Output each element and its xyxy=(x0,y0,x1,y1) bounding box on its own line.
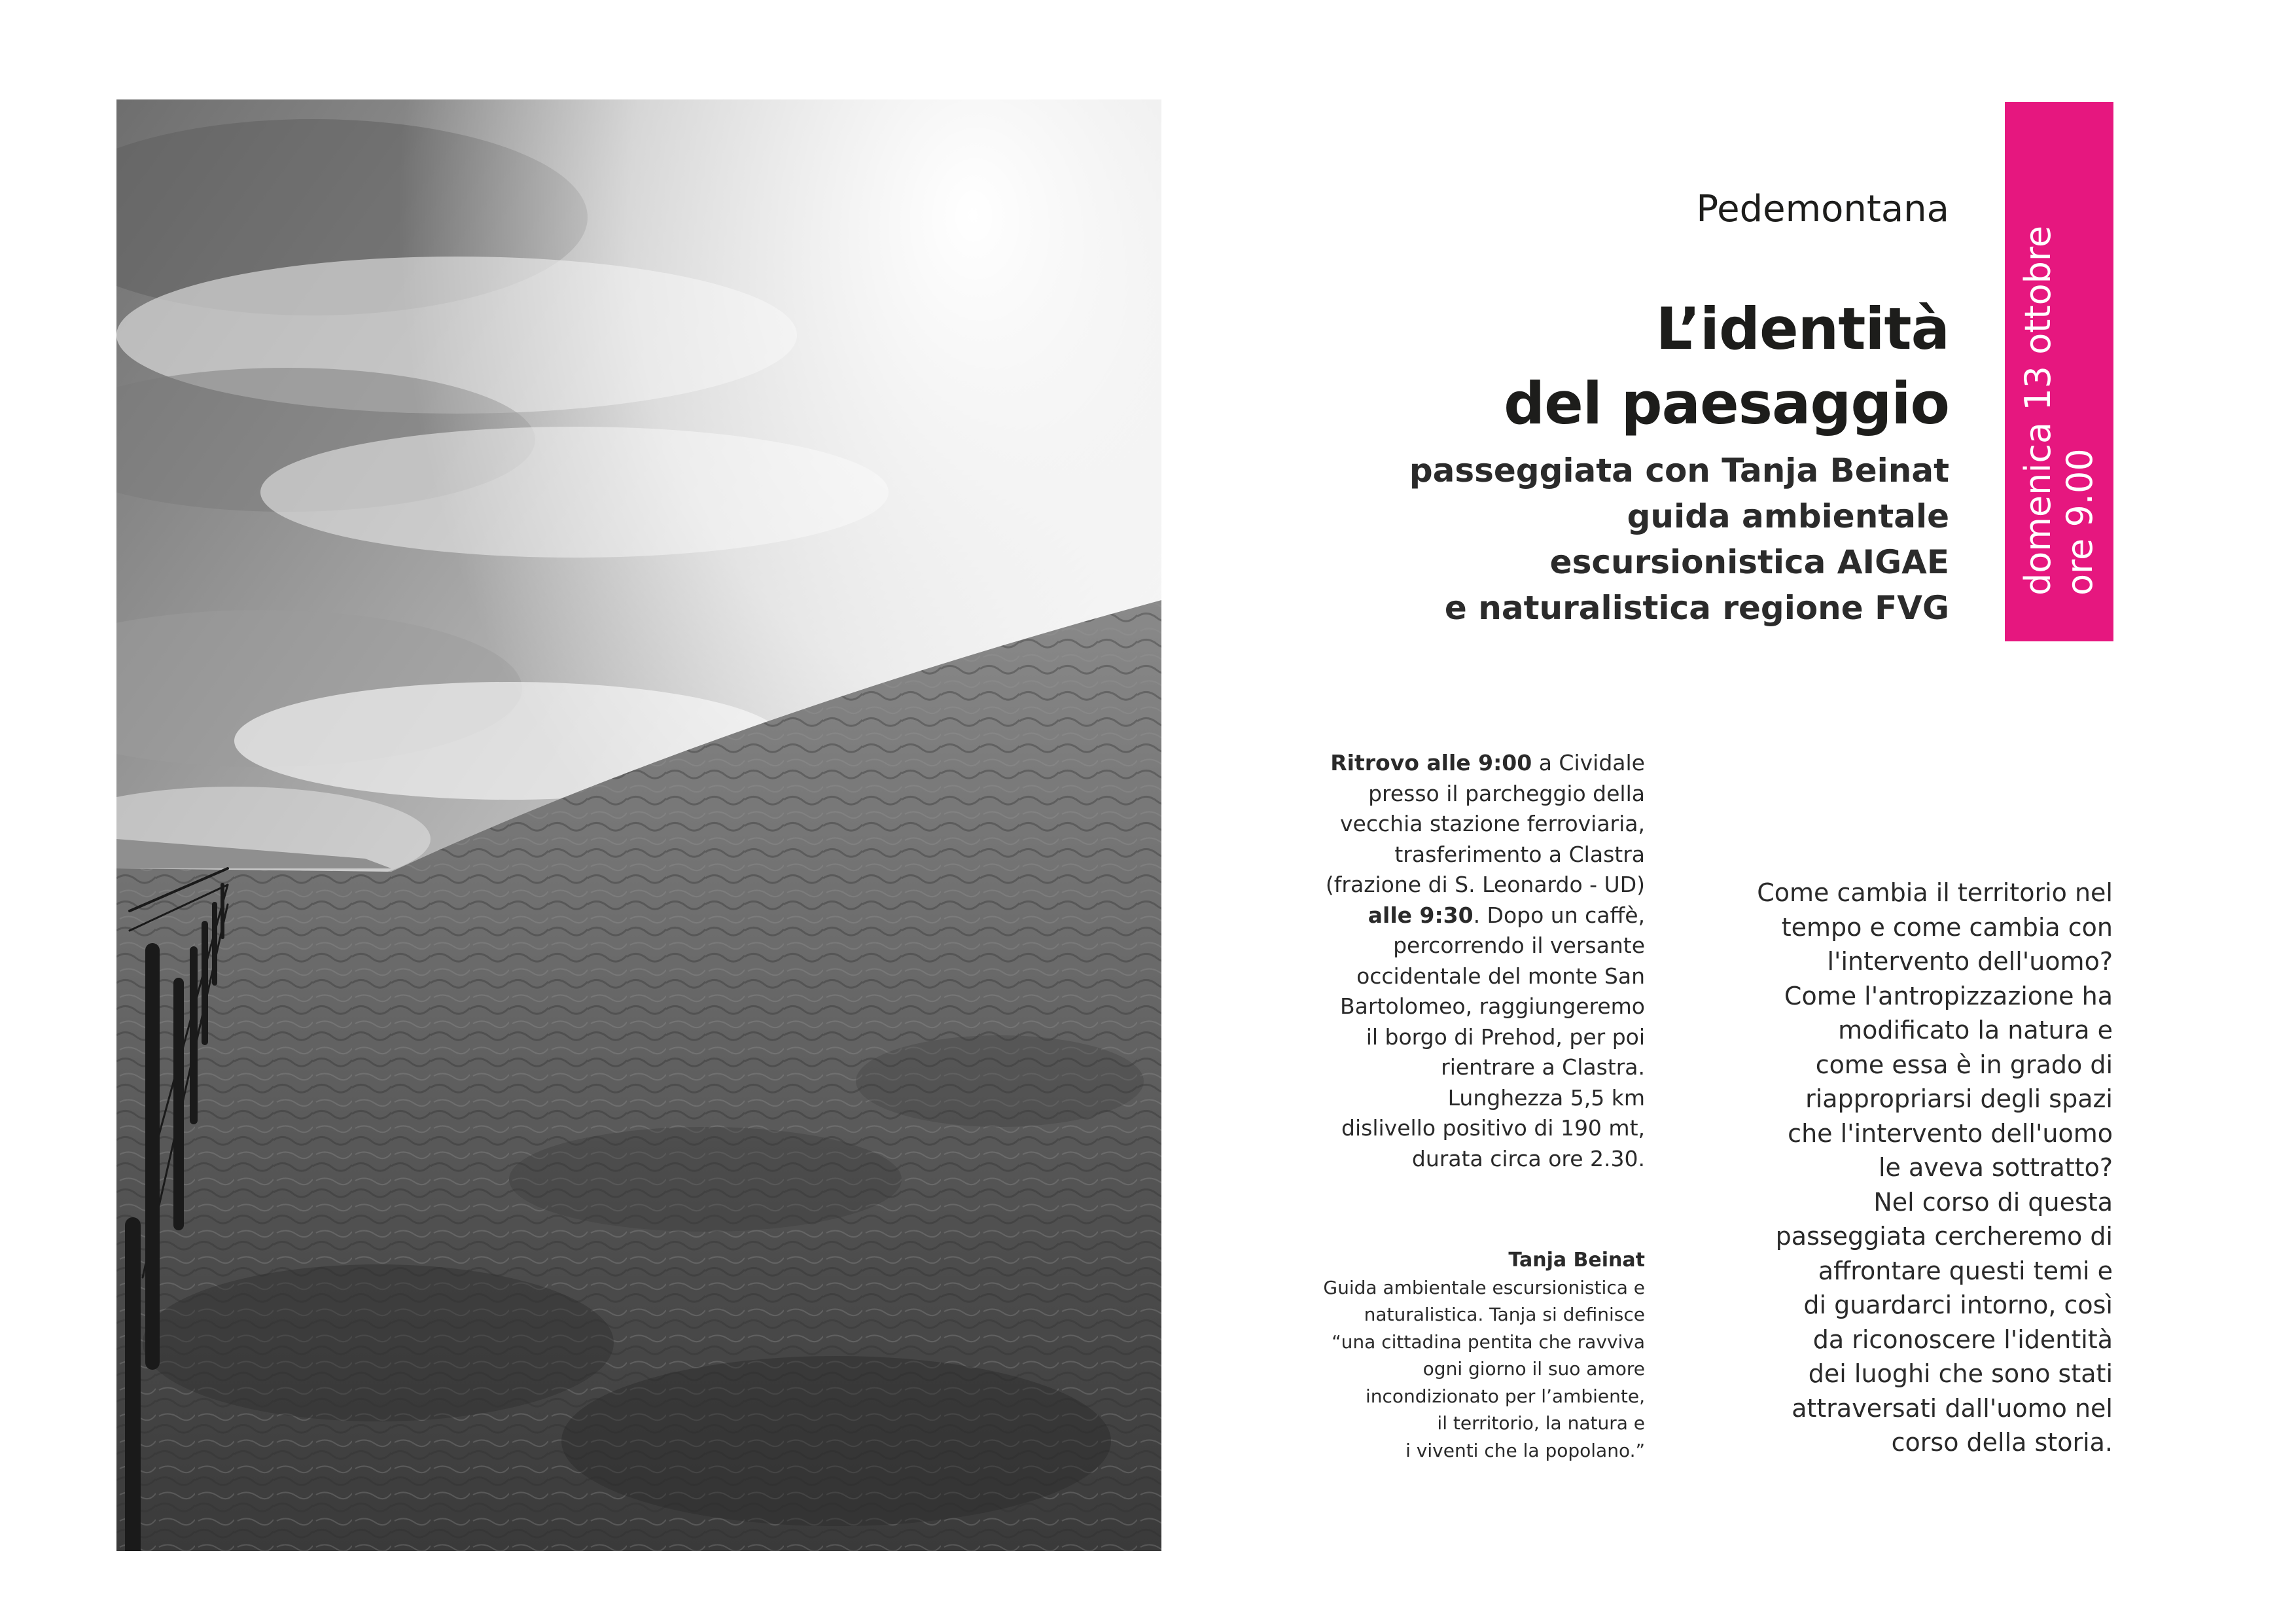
event-day: domenica 13 ottobre xyxy=(2017,225,2058,596)
date-band xyxy=(2005,102,2113,641)
header xyxy=(1164,177,1949,631)
essay-line: che l'intervento dell'uomo xyxy=(1788,1118,2113,1148)
subtitle-line: passeggiata con Tanja Beinat xyxy=(1409,452,1949,490)
bio-line: Guida ambientale escursionistica e xyxy=(1323,1276,1645,1298)
bio-line: incondizionato per l’ambiente, xyxy=(1365,1385,1645,1407)
info-line: percorrendo il versante xyxy=(1393,933,1645,958)
bio-line: “una cittadina pentita che ravviva xyxy=(1332,1330,1645,1353)
info-line: dislivello positivo di 190 mt, xyxy=(1341,1115,1645,1141)
page-title xyxy=(1164,292,1949,441)
essay-line: Come l'antropizzazione ha xyxy=(1784,981,2113,1010)
essay-line: da riconoscere l'identità xyxy=(1812,1325,2113,1354)
essay-line: attraversati dall'uomo nel xyxy=(1792,1393,2113,1423)
essay-line: Come cambia il territorio nel xyxy=(1757,878,2113,907)
bio-line: ogni giorno il suo amore xyxy=(1422,1358,1645,1380)
info-line: durata circa ore 2.30. xyxy=(1411,1145,1645,1171)
info-line: Bartolomeo, raggiungeremo xyxy=(1340,993,1645,1019)
subtitle xyxy=(1164,448,1949,631)
info-line: rientrare a Clastra. xyxy=(1441,1054,1645,1080)
meeting-info xyxy=(1226,748,1645,1174)
info-line: Ritrovo alle 9:00 a Cividale xyxy=(1330,750,1645,776)
essay-line: modificato la natura e xyxy=(1838,1016,2113,1044)
essay-line: corso della storia. xyxy=(1891,1428,2113,1457)
info-line: alle 9:30. Dopo un caffè, xyxy=(1368,902,1645,928)
bio-line: naturalistica. Tanja si definisce xyxy=(1364,1304,1645,1325)
essay-line: tempo e come cambia con xyxy=(1781,912,2113,942)
info-line: occidentale del monte San xyxy=(1356,963,1645,989)
subtitle-line: e naturalistica regione FVG xyxy=(1444,589,1949,627)
guide-bio xyxy=(1226,1247,1645,1464)
essay-line: dei luoghi che sono stati xyxy=(1808,1359,2113,1388)
event-time: ore 9.00 xyxy=(2059,448,2100,596)
essay-line: di guardarci intorno, così xyxy=(1803,1291,2113,1319)
info-line: il borgo di Prehod, per poi xyxy=(1366,1024,1645,1050)
info-line: trasferimento a Clastra xyxy=(1394,841,1645,867)
info-line: (frazione di S. Leonardo - UD) xyxy=(1325,872,1645,897)
essay-line: le aveva sottratto? xyxy=(1879,1153,2113,1182)
essay-line: passeggiata cercheremo di xyxy=(1775,1222,2113,1251)
essay-line: affrontare questi temi e xyxy=(1818,1256,2113,1285)
event-date xyxy=(2017,102,2101,641)
landscape-photo xyxy=(116,99,1161,1551)
location-label: Pedemontana xyxy=(1696,188,1949,230)
bio-line: il territorio, la natura e xyxy=(1437,1412,1645,1434)
title-line: L’identità xyxy=(1655,295,1949,363)
guide-name: Tanja Beinat xyxy=(1508,1249,1645,1272)
info-line: presso il parcheggio della xyxy=(1368,780,1645,806)
subtitle-line: escursionistica AIGAE xyxy=(1549,543,1949,581)
bio-line: i viventi che la popolano.” xyxy=(1405,1439,1645,1461)
info-line: vecchia stazione ferroviaria, xyxy=(1340,811,1645,836)
description-text xyxy=(1655,876,2113,1460)
info-line: Lunghezza 5,5 km xyxy=(1447,1084,1645,1111)
essay-line: l'intervento dell'uomo? xyxy=(1827,947,2113,976)
subtitle-line: guida ambientale xyxy=(1627,497,1949,535)
essay-line: riappropriarsi degli spazi xyxy=(1805,1084,2113,1113)
title-line: del paesaggio xyxy=(1504,370,1949,437)
essay-line: Nel corso di questa xyxy=(1873,1187,2113,1217)
essay-line: come essa è in grado di xyxy=(1815,1050,2113,1079)
